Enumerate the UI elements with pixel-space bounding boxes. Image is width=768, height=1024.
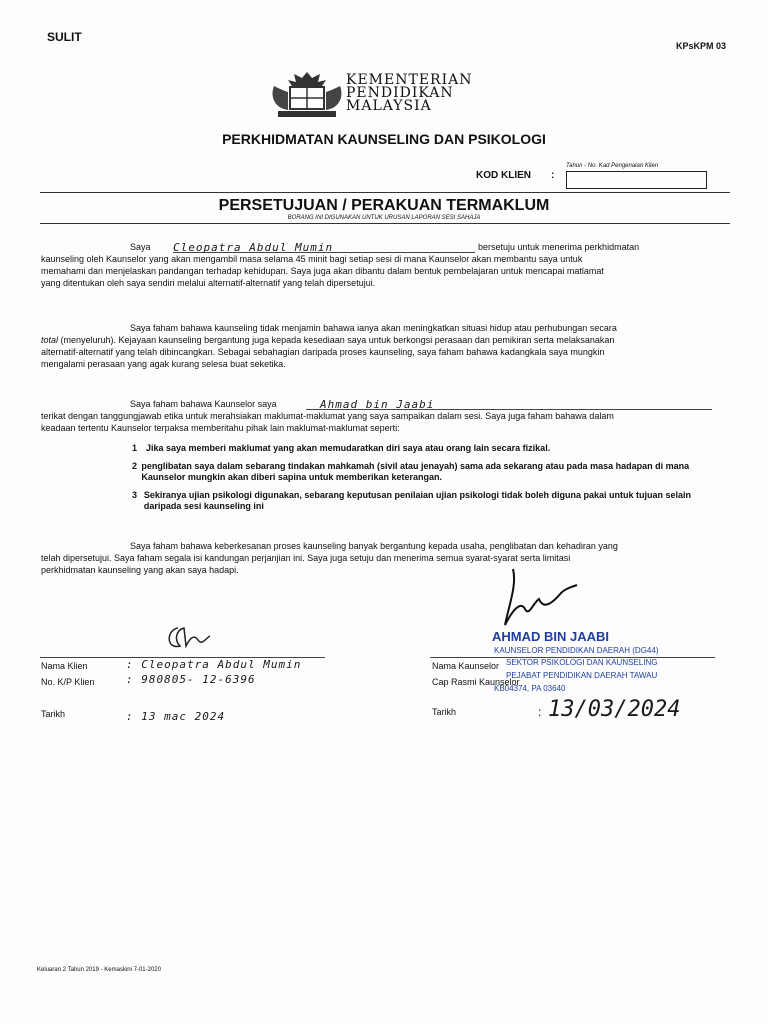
para2-line: Saya faham bahawa kaunseling tidak menjamin bahawa ianya akan meningkatkan situasi hidup atau perhubungan secara xyxy=(130,323,617,333)
para1-line: yang ditentukan oleh saya sendiri melalui alternatif-alternatif yang telah dipersetujui. xyxy=(41,278,376,288)
counselor-date-colon: : xyxy=(538,705,542,719)
ministry-name xyxy=(346,74,472,113)
stamp-line: PEJABAT PENDIDIKAN DAERAH TAWAU xyxy=(506,671,658,680)
counselor-signature-icon xyxy=(495,565,580,635)
para3-line: keadaan tertentu Kaunselor terpaksa memberitahu pihak lain maklumat-maklumat seperti: xyxy=(41,423,400,433)
para2-line: alternatif-alternatif yang telah dibincangkan. Sebagai sebahagian daripada proses kaunseling, saya faham bahawa kadangkala saya mungkin xyxy=(41,347,605,357)
ministry-line: KEMENTERIAN xyxy=(346,72,473,88)
para1-line: kaunseling oleh Kaunselor yang akan mengambil masa selama 45 minit bagi setiap sesi di mana Kaunselor akan membantu saya untuk xyxy=(41,254,583,264)
client-name-label: Nama Klien xyxy=(41,661,88,671)
service-title: PERKHIDMATAN KAUNSELING DAN PSIKOLOGI xyxy=(222,131,546,147)
client-date-value: : 13 mac 2024 xyxy=(126,710,226,723)
ministry-line: MALAYSIA xyxy=(346,98,432,114)
para2-line: mengalami perasaan yang agak kurang selesa buat seketika. xyxy=(41,359,286,369)
para2-line-rest: (menyeluruh). Kejayaan kaunseling bergantung juga kepada kesediaan saya untuk berkongsi perasaan dan pemikiran serta melaksanakan xyxy=(60,335,615,345)
para2-line xyxy=(41,334,614,346)
counselor-name-handwritten: Ahmad bin Jaabi xyxy=(320,398,435,411)
client-code-colon: : xyxy=(551,170,555,181)
para1-tail: bersetuju untuk menerima perkhidmatan xyxy=(478,242,640,252)
para4-line: Saya faham bahawa keberkesanan proses kaunseling banyak bergantung kepada usaha, penglibatan dan kehadiran yang xyxy=(130,541,618,551)
condition-item: 2 penglibatan saya dalam sebarang tindakan mahkamah (sivil atau jenayah) sama ada sekarang atau pada masa hadapan di mana Kaunselor mungkin akan diberi sapina untuk memberikan keterangan. xyxy=(132,461,690,482)
client-ic-value: : 980805- 12-6396 xyxy=(126,673,256,686)
para4-line: telah dipersetujui. Saya faham segala isi kandungan perjanjian ini. Saya juga setuju dan menerima semua syarat-syarat serta limitasi xyxy=(41,553,571,563)
client-signature-icon xyxy=(160,620,220,654)
para1-lead: Saya xyxy=(130,242,151,252)
client-code-field[interactable] xyxy=(566,171,707,189)
client-ic-label: No. K/P Klien xyxy=(41,677,95,687)
title-rule-bottom xyxy=(40,223,730,224)
ministry-crest-icon xyxy=(268,70,346,120)
stamp-name: AHMAD BIN JAABI xyxy=(492,629,609,644)
conditions-list xyxy=(132,443,712,512)
footer-revision: Keluaran 2 Tahun 2019 - Kemaskini 7-01-2020 xyxy=(37,967,161,973)
client-name-value: : Cleopatra Abdul Mumin xyxy=(126,658,302,671)
client-name-handwritten: Cleopatra Abdul Mumin xyxy=(173,241,334,254)
stamp-line: KB04374, PA 03640 xyxy=(494,684,566,693)
form-title: PERSETUJUAN / PERAKUAN TERMAKLUM xyxy=(218,197,550,214)
para2-italic-word: total xyxy=(41,335,59,345)
counselor-name-label: Nama Kaunselor xyxy=(432,661,500,671)
counselor-date-value: 13/03/2024 xyxy=(548,697,681,722)
counselor-name-blank xyxy=(306,395,712,410)
client-name-blank xyxy=(173,238,475,253)
para3-lead: Saya faham bahawa Kaunselor saya xyxy=(130,399,277,409)
form-subtitle: BORANG INI DIGUNAKAN UNTUK URUSAN LAPORAN SESI SAHAJA xyxy=(287,215,481,221)
condition-item: 3 Sekiranya ujian psikologi digunakan, sebarang keputusan penilaian ujian psikologi tidak boleh diguna pakai untuk tujuan selain daripada sesi kaunseling ini xyxy=(132,490,691,511)
client-code-hint: Tahun - No. Kad Pengenalan Klien xyxy=(566,163,659,169)
counselor-stamp-label: Cap Rasmi Kaunselor xyxy=(432,677,520,687)
stamp-line: KAUNSELOR PENDIDIKAN DAERAH (DG44) xyxy=(494,646,659,655)
condition-item: 1 Jika saya memberi maklumat yang akan memudaratkan diri saya atau orang lain secara fizikal. xyxy=(132,443,551,453)
client-date-label: Tarikh xyxy=(41,709,66,719)
form-code: KPsKPM 03 xyxy=(676,41,727,51)
counselor-date-label: Tarikh xyxy=(432,707,457,717)
client-code-label: KOD KLIEN xyxy=(476,170,531,181)
title-rule-top xyxy=(40,192,730,193)
para3-line: terikat dengan tanggungjawab etika untuk merahsiakan maklumat-maklumat yang saya sampaikan dalam sesi. Saya juga faham bahawa dalam xyxy=(41,411,614,421)
para4-line: perkhidmatan kaunseling yang akan saya hadapi. xyxy=(41,565,239,575)
para1-line: memahami dan menjelaskan pandangan terhadap kehidupan. Saya juga akan dibantu dalam bentuk pembelajaran untuk mencapai matlamat xyxy=(41,266,604,276)
stamp-line: SEKTOR PSIKOLOGI DAN KAUNSELING xyxy=(506,658,658,667)
classification-label: SULIT xyxy=(47,30,82,44)
ministry-line: PENDIDIKAN xyxy=(346,85,454,101)
